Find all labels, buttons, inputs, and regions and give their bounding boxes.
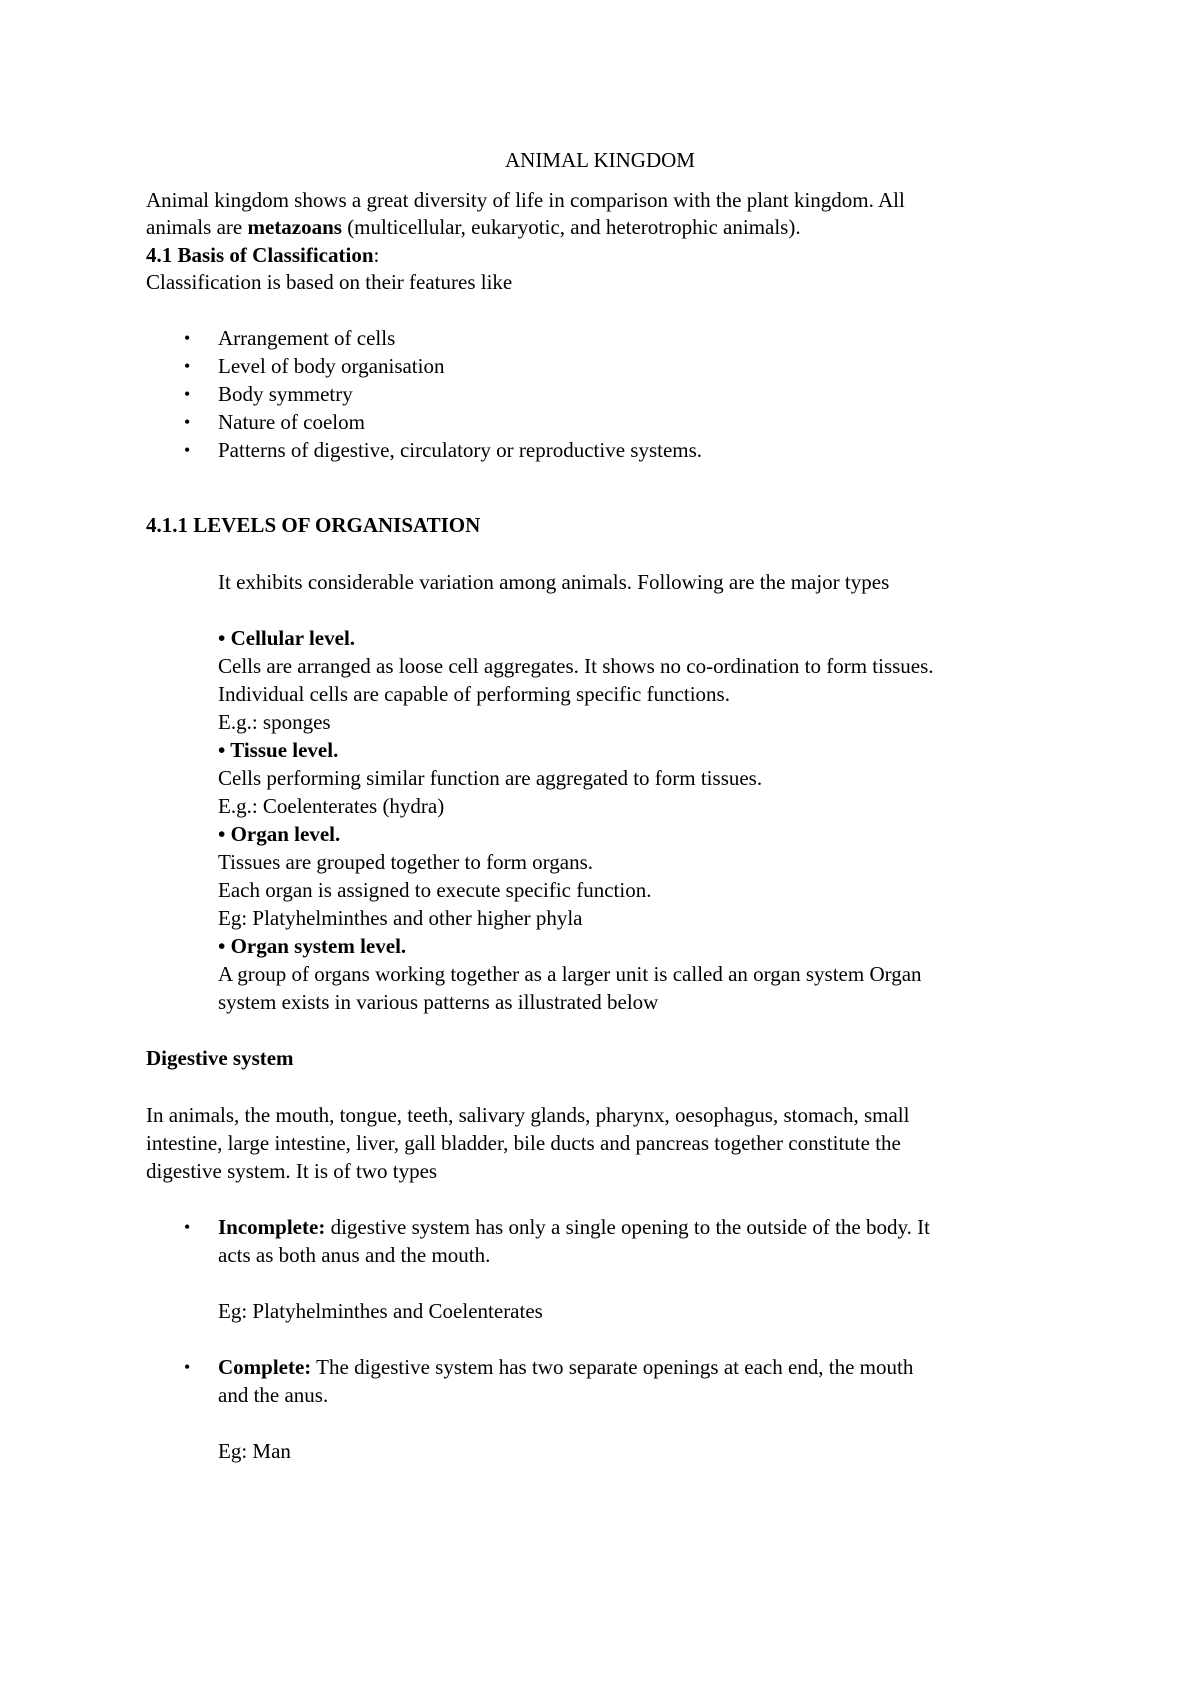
digestive-heading <box>146 1044 294 1072</box>
bullet-glyph: • <box>184 328 191 348</box>
digestive-para-line-2: intestine, large intestine, liver, gall bladder, bile ducts and pancreas together constitute the <box>146 1131 901 1155</box>
organ-line-1: Tissues are grouped together to form organs. <box>218 850 594 874</box>
list-item: Patterns of digestive, circulatory or reproductive systems. <box>218 438 703 462</box>
levels-heading-text: 4.1.1 LEVELS OF ORGANISATION <box>146 513 481 537</box>
cellular-heading-text: • Cellular level. <box>218 626 356 650</box>
incomplete-example: Eg: Platyhelminthes and Coelenterates <box>218 1299 543 1323</box>
complete-text: The digestive system has two separate openings at each end, the mouth <box>311 1355 914 1379</box>
complete-line-1 <box>218 1353 913 1381</box>
basis-heading-text: 4.1 Basis of Classification <box>146 243 374 267</box>
organ-line-2: Each organ is assigned to execute specific function. <box>218 878 652 902</box>
complete-line-2: and the anus. <box>218 1383 329 1407</box>
intro-text: (multicellular, eukaryotic, and heterotrophic animals). <box>341 215 801 239</box>
cellular-heading <box>218 624 355 652</box>
bullet-glyph: • <box>184 412 191 432</box>
bullet-glyph: • <box>184 1217 191 1237</box>
list-item: Nature of coelom <box>218 410 365 434</box>
intro-line-2 <box>146 213 801 241</box>
cellular-line-2: Individual cells are capable of performing specific functions. <box>218 682 730 706</box>
list-item: Arrangement of cells <box>218 326 396 350</box>
bullet-glyph: • <box>184 1357 191 1377</box>
tissue-heading-text: • Tissue level. <box>218 738 339 762</box>
digestive-heading-text: Digestive system <box>146 1046 294 1070</box>
organ-system-line-2: system exists in various patterns as illustrated below <box>218 990 659 1014</box>
organ-heading-text: • Organ level. <box>218 822 341 846</box>
bullet-glyph: • <box>184 356 191 376</box>
cellular-line-1: Cells are arranged as loose cell aggregates. It shows no co-ordination to form tissues. <box>218 654 934 678</box>
cellular-example: E.g.: sponges <box>218 710 331 734</box>
bullet-glyph: • <box>184 440 191 460</box>
intro-line-1: Animal kingdom shows a great diversity of life in comparison with the plant kingdom. All <box>146 188 905 212</box>
organ-system-heading <box>218 932 406 960</box>
organ-system-heading-text: • Organ system level. <box>218 934 407 958</box>
digestive-para-line-1: In animals, the mouth, tongue, teeth, salivary glands, pharynx, oesophagus, stomach, small <box>146 1103 910 1127</box>
basis-lead: Classification is based on their features like <box>146 270 513 294</box>
incomplete-text: digestive system has only a single opening to the outside of the body. It <box>325 1215 930 1239</box>
complete-label: Complete: <box>218 1355 312 1379</box>
organ-heading <box>218 820 340 848</box>
tissue-line-1: Cells performing similar function are aggregated to form tissues. <box>218 766 763 790</box>
list-item: Level of body organisation <box>218 354 445 378</box>
intro-text: animals are <box>146 215 248 239</box>
basis-heading <box>146 241 379 269</box>
organ-system-line-1: A group of organs working together as a larger unit is called an organ system Organ <box>218 962 922 986</box>
digestive-para-line-3: digestive system. It is of two types <box>146 1159 438 1183</box>
incomplete-label: Incomplete: <box>218 1215 326 1239</box>
tissue-example: E.g.: Coelenterates (hydra) <box>218 794 445 818</box>
page-title: ANIMAL KINGDOM <box>505 148 695 172</box>
basis-heading-colon: : <box>373 243 380 267</box>
list-item: Body symmetry <box>218 382 353 406</box>
tissue-heading <box>218 736 338 764</box>
levels-heading <box>146 511 480 539</box>
complete-example: Eg: Man <box>218 1439 291 1463</box>
bullet-glyph: • <box>184 384 191 404</box>
incomplete-line-2: acts as both anus and the mouth. <box>218 1243 491 1267</box>
metazoans-term: metazoans <box>247 215 342 239</box>
incomplete-line-1 <box>218 1213 930 1241</box>
levels-intro: It exhibits considerable variation among animals. Following are the major types <box>218 570 890 594</box>
organ-example: Eg: Platyhelminthes and other higher phyla <box>218 906 583 930</box>
